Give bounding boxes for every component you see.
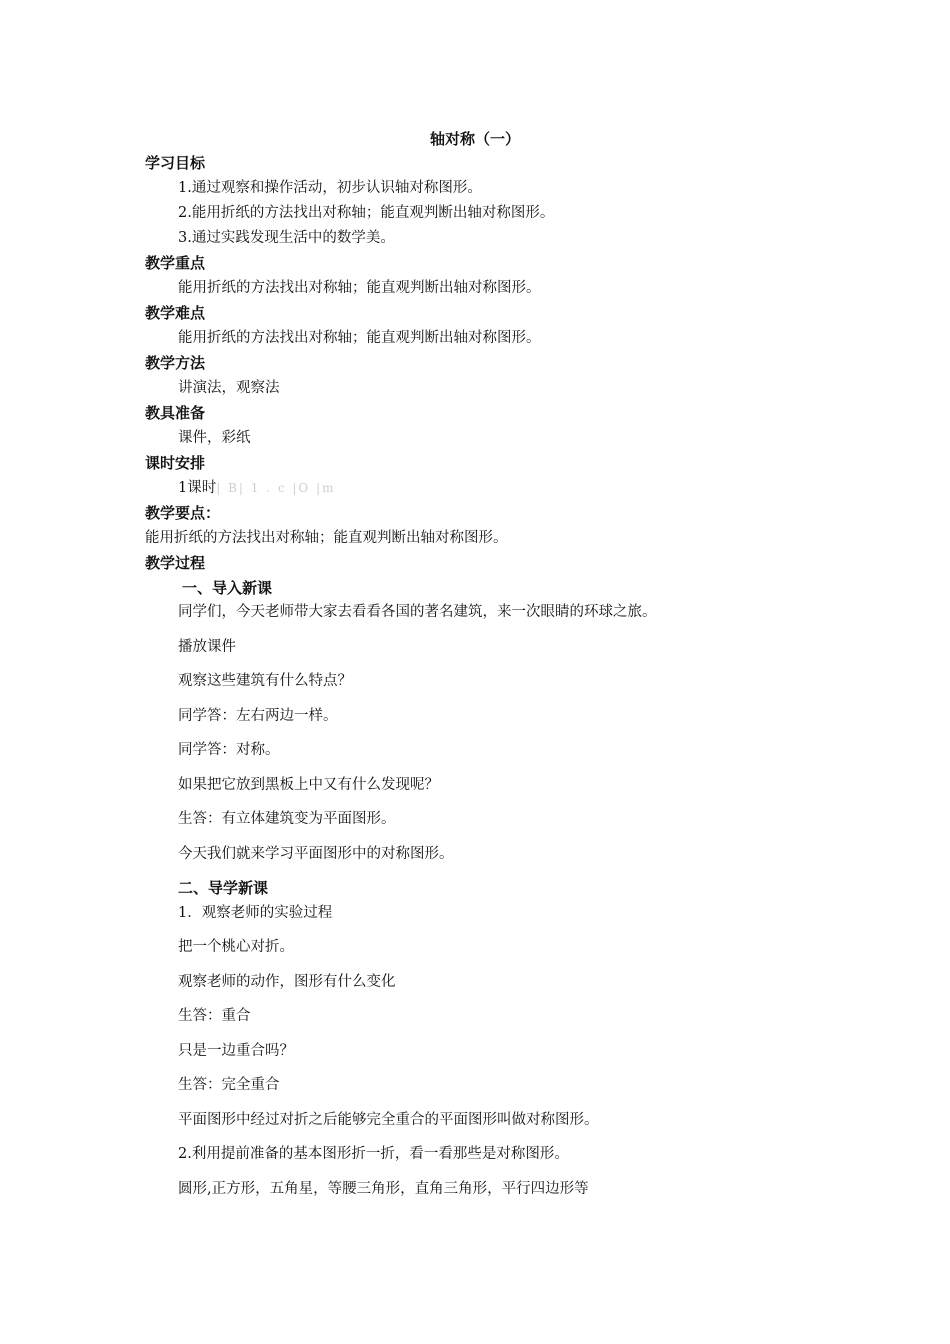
tools-text: 课件，彩纸 [178, 430, 251, 446]
key-text: 能用折纸的方法找出对称轴；能直观判断出轴对称图形。 [178, 280, 541, 296]
points-heading: 教学要点： [145, 504, 221, 522]
goal-item: 2.能用折纸的方法找出对称轴；能直观判断出轴对称图形。 [178, 205, 555, 221]
points-text: 能用折纸的方法找出对称轴；能直观判断出轴对称图形。 [145, 530, 508, 546]
key-heading: 教学重点 [145, 254, 206, 272]
difficulty-heading: 教学难点 [145, 304, 206, 322]
schedule-heading: 课时安排 [145, 454, 206, 472]
part1-line: 生答：有立体建筑变为平面图形。 [178, 811, 396, 827]
part1-line: 播放课件 [178, 639, 236, 655]
part1-line: 如果把它放到黑板上中又有什么发现呢？ [178, 777, 439, 793]
part2-heading: 二、导学新课 [178, 879, 269, 897]
goal-item: 3.通过实践发现生活中的数学美。 [178, 230, 395, 246]
part2-line: 只是一边重合吗？ [178, 1043, 294, 1059]
goals-heading: 学习目标 [145, 154, 206, 172]
process-heading: 教学过程 [145, 554, 206, 572]
method-text: 讲演法，观察法 [178, 380, 280, 396]
difficulty-text: 能用折纸的方法找出对称轴；能直观判断出轴对称图形。 [178, 330, 541, 346]
part1-heading: 一、导入新课 [182, 579, 273, 597]
part1-line: 同学答：对称。 [178, 742, 280, 758]
part1-line: 同学们，今天老师带大家去看看各国的著名建筑，来一次眼睛的环球之旅。 [178, 604, 657, 620]
part2-line: 把一个桃心对折。 [178, 939, 294, 955]
part1-line: 同学答：左右两边一样。 [178, 708, 338, 724]
schedule-line [178, 478, 336, 498]
document-title: 轴对称（一） [429, 130, 520, 148]
part1-line: 今天我们就来学习平面图形中的对称图形。 [178, 846, 454, 862]
tools-heading: 教具准备 [145, 404, 206, 422]
part2-line: 观察老师的动作，图形有什么变化 [178, 974, 396, 990]
part2-line: 生答：重合 [178, 1008, 251, 1024]
method-heading: 教学方法 [145, 354, 206, 372]
faint-watermark-text: | B| 1 . c |O |m [216, 481, 336, 495]
part2-line: 平面图形中经过对折之后能够完全重合的平面图形叫做对称图形。 [178, 1112, 599, 1128]
part2-line: 生答：完全重合 [178, 1077, 280, 1093]
part2-line: 1．观察老师的实验过程 [178, 905, 333, 921]
schedule-text: 1课时 [178, 480, 217, 496]
goal-item: 1.通过观察和操作活动，初步认识轴对称图形。 [178, 180, 482, 196]
part2-line: 2.利用提前准备的基本图形折一折，看一看那些是对称图形。 [178, 1146, 569, 1162]
part1-line: 观察这些建筑有什么特点？ [178, 673, 352, 689]
part2-line: 圆形,正方形，五角星，等腰三角形，直角三角形，平行四边形等 [178, 1181, 589, 1197]
